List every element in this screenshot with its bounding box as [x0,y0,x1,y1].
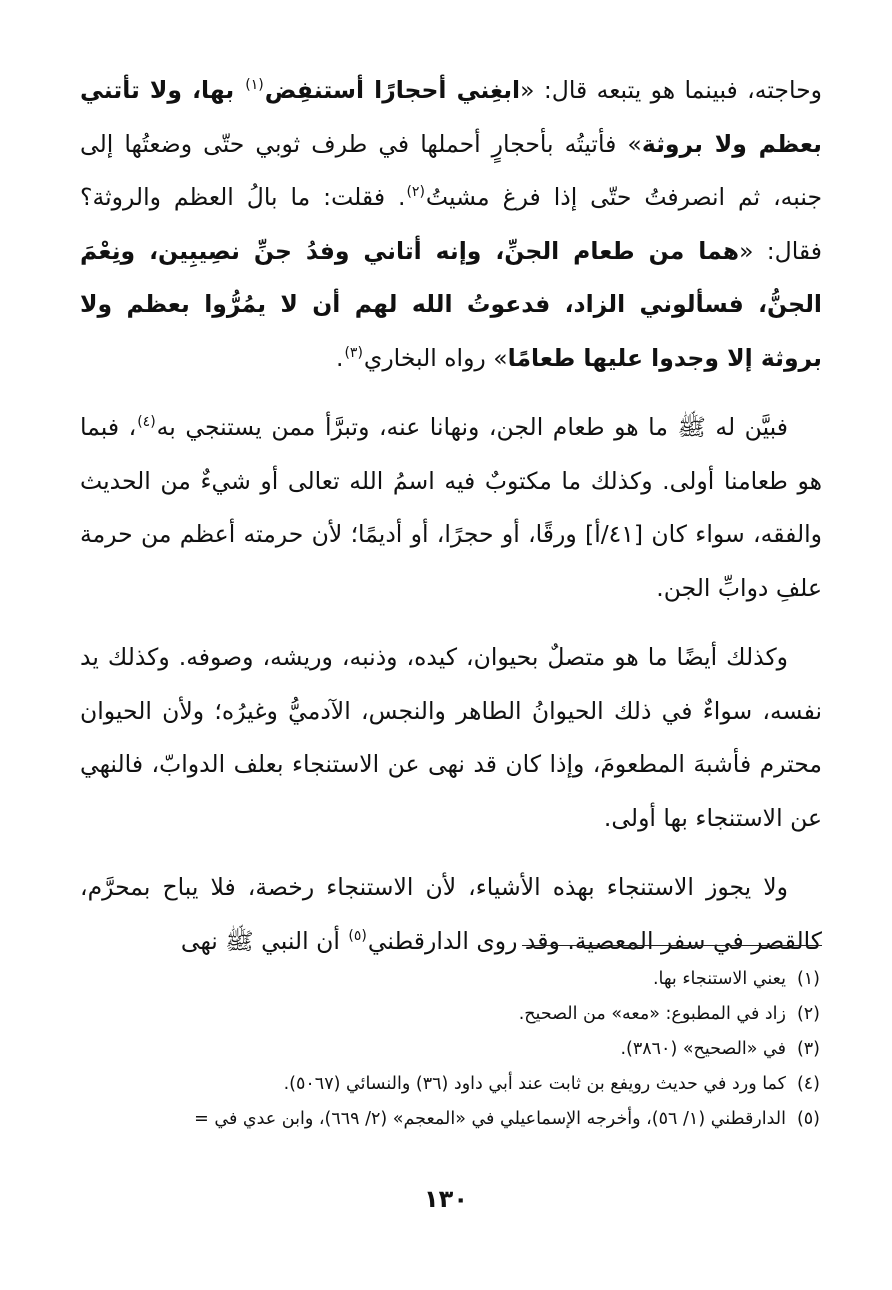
text-run: » رواه البخاري [363,343,508,372]
footnote-number: (٤) [796,1074,820,1094]
footnote-marker[interactable]: (٥) [348,927,367,944]
page-number: ١٣٠ [424,1185,468,1213]
text-run: وكذلك أيضًا ما هو متصلٌ بحيوان، كيده، وذنبه، وريشه، وصوفه. وكذلك يد نفسه، سواءٌ في ذلك الحيوانُ الطاهر والنجس، الآدميُّ وغيرُه؛ ولأن الحيوان محترم فأشبهَ المطعومَ، وإذا كان قد نهى عن الاستنجاء بعلف الدوابّ، فالنهي عن الاستنجاء بها أولى. [80,643,822,832]
text-run: » فأتيتُه بأحجارٍ أحملها في طرف ثوبي حتّى وضعتُها إلى جنبه، ثم انصرفتُ حتّى إذا فرغ مشيتُ [80,129,822,211]
paragraph [80,631,822,845]
footnote-item [60,1067,820,1102]
footnote-text: الدارقطني (١/ ٥٦)، وأخرجه الإسماعيلي في «المعجم» (٢/ ٦٦٩)، وابن عدي في = [194,1109,786,1129]
footnote-text: زاد في المطبوع: «معه» من الصحيح. [518,1004,786,1024]
footnote-marker[interactable]: (١) [245,77,264,94]
footnote-number: (١) [796,969,820,989]
footnote-number: (٥) [796,1109,820,1129]
footnote-item [60,997,820,1032]
paragraph [80,401,822,615]
footnote-item [60,962,820,997]
text-run: ولا يجوز الاستنجاء بهذه الأشياء، لأن الاستنجاء رخصة، فلا يباح بمحرَّم، كالقصر في سفر المعصية. وقد روى الدارقطني [80,873,822,955]
footnote-marker[interactable]: (٣) [344,344,363,361]
footnote-marker[interactable]: (٢) [406,184,425,201]
text-run: وحاجته، فبينما هو يتبعه قال: « [520,76,822,104]
footnote-marker[interactable]: (٤) [137,414,156,431]
quoted-hadith-text: ابغِني أحجارًا أستنفِض [264,76,521,104]
footnote-separator [522,945,822,946]
footnote-text: كما ورد في حديث رويفع بن ثابت عند أبي داود (٣٦) والنسائي (٥٠٦٧). [283,1074,786,1094]
text-run: فبيَّن له ﷺ ما هو طعام الجن، ونهانا عنه، وتبرَّأ ممن يستنجي به [156,413,788,441]
text-run: أن النبي ﷺ نهى [180,926,348,955]
paragraph [80,64,822,385]
footnotes [60,962,820,1137]
footnote-number: (٢) [796,1004,820,1024]
footnote-text: يعني الاستنجاء بها. [652,969,786,989]
quoted-hadith-text: بها، ولا تأتني بعظم ولا بروثة [80,76,822,158]
text-run: . [335,343,344,372]
footnote-text: في «الصحيح» (٣٨٦٠). [620,1039,786,1059]
paragraph [80,861,822,968]
text-run: ، فبما هو طعامنا أولى. وكذلك ما مكتوبٌ فيه اسمُ الله تعالى أو شيءٌ من الحديث والفقه، سواء كان [٤١/أ] ورقًا، أو حجرًا، أو أديمًا؛ لأن حرمته أعظم من حرمة علفِ دوابِّ الجن. [80,413,823,602]
text-run: . فقلت: ما بالُ العظم والروثة؟ فقال: « [80,183,822,265]
quoted-hadith-text: هما من طعام الجنِّ، وإنه أتاني وفدُ جنِّ نصِيبِين، ونِعْمَ الجنُّ، فسألوني الزاد، فدعوتُ الله لهم أن لا يمُرُّوا بعظم ولا بروثة إلا وجدوا عليها طعامًا [80,236,822,372]
main-text [80,64,822,968]
footnote-number: (٣) [796,1039,820,1059]
footnote-item [60,1102,820,1137]
footnote-item [60,1032,820,1067]
